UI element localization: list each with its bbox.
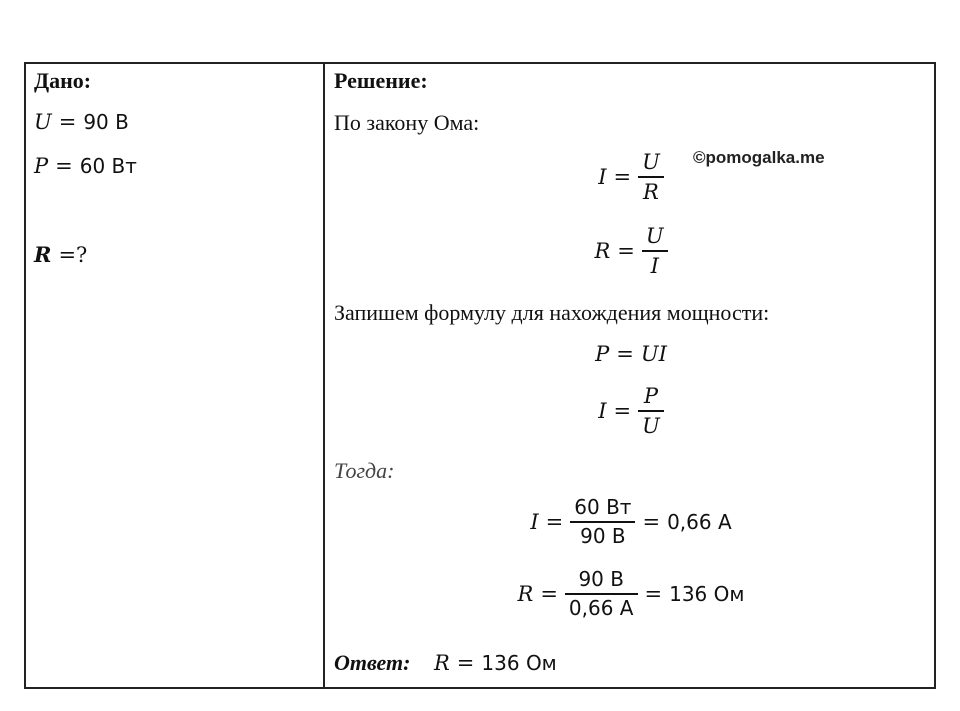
ohm-law-text: По закону Ома: (334, 110, 480, 135)
solution-header: Решение: (334, 68, 428, 93)
fraction (642, 224, 668, 278)
column-divider (323, 64, 325, 687)
equals-sign: = (58, 110, 77, 134)
denominator: 90 В (580, 524, 626, 548)
answer-label: Ответ: (334, 650, 411, 675)
formula-resistance (334, 224, 928, 278)
answer-line (334, 650, 557, 676)
calc-resistance (334, 568, 928, 620)
fraction (565, 568, 638, 620)
denominator: I (650, 254, 659, 279)
formula-lhs: I (598, 399, 607, 424)
then-text: Тогда: (334, 458, 395, 483)
equals-sign: = (55, 154, 73, 178)
unknown-resistance (34, 242, 87, 267)
given-header: Дано: (34, 68, 92, 93)
fraction (638, 384, 664, 438)
formula-lhs: P (595, 342, 610, 366)
equals-sign: = (613, 165, 632, 190)
calc-current (334, 496, 928, 548)
given-voltage (34, 110, 129, 134)
unknown-mark: =? (58, 243, 88, 267)
formula-lhs: I (598, 165, 607, 190)
power-formula-text: Запишем формулу для нахождения мощности: (334, 300, 770, 325)
equals-sign: = (617, 239, 635, 264)
denominator: 0,66 А (568, 596, 634, 620)
voltage-symbol: U (34, 110, 52, 134)
equals-sign: = (613, 399, 632, 424)
equals-sign: = (540, 582, 558, 606)
formula-power (334, 342, 928, 366)
formula-rhs: UI (640, 342, 667, 366)
formula-lhs: I (530, 510, 539, 534)
calc-result: 0,66 А (667, 510, 732, 534)
power-value: 60 Вт (79, 154, 137, 178)
numerator: U (642, 224, 668, 252)
formula-lhs: R (517, 582, 534, 606)
equals-sign: = (642, 510, 661, 534)
answer-symbol: R (433, 651, 450, 675)
calc-result: 136 Ом (669, 582, 745, 606)
watermark: ©pomogalka.me (693, 148, 825, 167)
given-power (34, 154, 137, 178)
numerator: U (638, 150, 664, 178)
formula-current-from-power (334, 384, 928, 438)
denominator: U (642, 414, 660, 439)
fraction (638, 150, 664, 204)
numerator: 60 Вт (570, 496, 635, 523)
formula-current (334, 150, 928, 204)
equals-sign: = (616, 342, 634, 366)
numerator: P (638, 384, 664, 412)
power-symbol: P (34, 154, 49, 178)
answer-value: 136 Ом (481, 651, 557, 675)
voltage-value: 90 В (83, 110, 129, 134)
fraction (570, 496, 635, 548)
equals-sign: = (545, 510, 564, 534)
formula-lhs: R (594, 239, 611, 264)
equals-sign: = (456, 651, 475, 675)
equals-sign: = (644, 582, 663, 606)
numerator: 90 В (565, 568, 638, 595)
denominator: R (643, 180, 659, 205)
resistance-symbol: R (34, 242, 52, 267)
